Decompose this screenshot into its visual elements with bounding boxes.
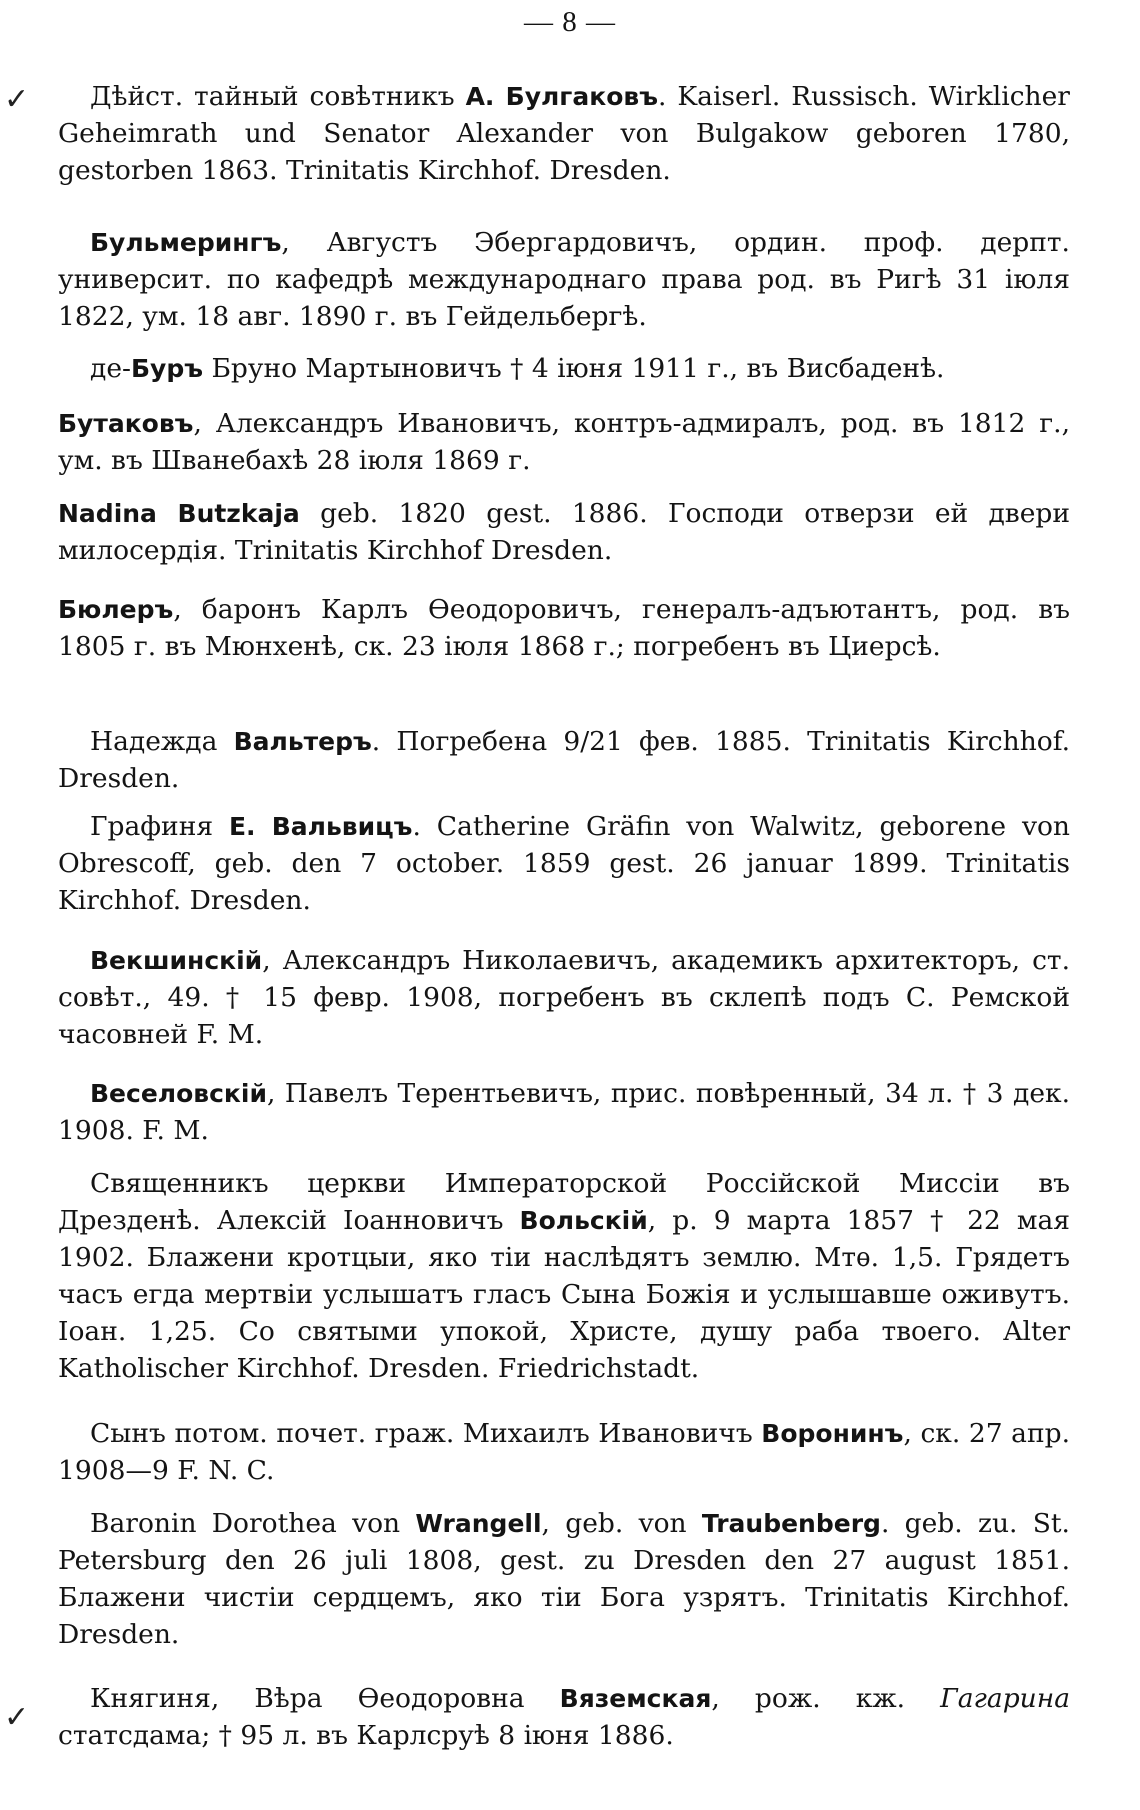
entry-veselovsky (58, 1075, 1070, 1149)
entry-surname: Вальтеръ (233, 727, 372, 756)
entry-surname: Векшинскій (90, 946, 263, 975)
page-number: — 8 — (524, 6, 616, 38)
margin-check-mark: ✓ (4, 82, 30, 117)
entry-bur (58, 350, 1070, 387)
entry-surname: Nadina Butzkaja (58, 499, 300, 528)
entry-surname: Вяземская (559, 1684, 712, 1713)
entry-surname: Веселовскій (90, 1079, 267, 1108)
entry-text: статсдама; † 95 л. въ Карлсруѣ 8 іюня 1886. (58, 1720, 674, 1751)
entry-text: . geb. zu. St. Petersburg den 26 juli 1808, gest. zu Dresden den 27 august 1851. Блажени чистіи сердцемъ, яко тіи Бога узрятъ. Trinitatis Kirchhof. Dresden. (58, 1508, 1070, 1650)
entry-surname: Traubenberg (701, 1509, 881, 1538)
entry-surname: Бюлеръ (58, 595, 174, 624)
entry-text: geb. 1820 gest. 1886. Господи отверзи ей двери милосердія. Trinitatis Kirchhof Dresden. (58, 498, 1071, 566)
entry-vekshinsky (58, 942, 1070, 1053)
entry-text: , Августъ Эбергардовичъ, ордин. проф. дерпт. университ. по кафедрѣ международнаго права род. въ Ригѣ 31 іюля 1822, ум. 18 авг. 1890 г. въ Гейдельбергѣ. (58, 227, 1070, 332)
entry-surname: Воронинъ (761, 1419, 904, 1448)
entry-surname: А. Булгаковъ (465, 82, 658, 111)
entry-text: , Александръ Ивановичъ, контръ-адмиралъ, род. въ 1812 г., ум. въ Шванебахѣ 28 іюля 1869 г. (58, 408, 1070, 476)
entry-butzkaja (58, 495, 1070, 569)
entry-text: . Catherine Gräfin von Walwitz, geborene von Obrescoff, geb. den 7 october. 1859 gest. 26 januar 1899. Trinitatis Kirchhof. Dresden. (58, 811, 1070, 916)
entry-text: , Павелъ Терентьевичъ, прис. повѣренный, 34 л. † 3 дек. 1908. F. M. (58, 1078, 1070, 1146)
entry-text: , ск. 27 апр. 1908—9 F. N. C. (58, 1418, 1071, 1486)
entry-walter (58, 723, 1070, 797)
entry-text: де- (90, 353, 131, 384)
entry-surname: Бутаковъ (58, 409, 194, 438)
entry-text: Священникъ церкви Императорской Россійской Миссіи въ Дрезденѣ. Алексій Іоанновичъ (58, 1168, 1070, 1236)
entry-text: Сынъ потом. почет. граж. Михаилъ Ивановичъ (90, 1418, 762, 1449)
entry-walwitz (58, 808, 1070, 919)
entry-surname: Вольскій (519, 1206, 648, 1235)
entry-wrangell (58, 1505, 1070, 1653)
entry-surname: Буръ (130, 354, 204, 383)
entry-butakov (58, 405, 1070, 479)
entry-surname: Е. Вальвицъ (228, 812, 413, 841)
entry-buler (58, 591, 1070, 665)
entry-text: Княгиня, Вѣра Ѳеодоровна (90, 1683, 560, 1714)
entry-text: Baronin Dorothea von (90, 1508, 416, 1539)
entry-surname: Wrangell (415, 1509, 542, 1538)
entry-text: Бруно Мартыновичъ † 4 іюня 1911 г., въ Висбаденѣ. (203, 353, 945, 384)
entry-text: Графиня (90, 811, 229, 842)
entry-text: Дѣйст. тайный совѣтникъ (90, 81, 466, 112)
entry-voronin (58, 1415, 1070, 1489)
entry-surname: Бульмерингъ (90, 228, 282, 257)
entry-text: , рож. кж. (711, 1683, 941, 1714)
entry-volsky (58, 1165, 1070, 1387)
margin-check-mark: ✓ (4, 1700, 30, 1735)
entry-text: , р. 9 марта 1857 † 22 мая 1902. Блажени кротцыи, яко тіи наслѣдятъ землю. Мтѳ. 1,5. Грядетъ часъ егда мертвіи услышатъ гласъ Сына Божія и услышавше оживутъ. Іоан. 1,25. Со святыми упокой, Христе, душу раба твоего. Alter Katholischer Kirchhof. Dresden. Friedrichstadt. (58, 1205, 1070, 1384)
entry-text: , Александръ Николаевичъ, академикъ архитекторъ, ст. совѣт., 49. † 15 февр. 1908, погребенъ въ склепѣ подъ С. Ремской часовней F. M. (58, 945, 1070, 1050)
entry-text: Надежда (90, 726, 234, 757)
entry-italic-text: Гагарина (940, 1683, 1070, 1714)
entry-bulmering (58, 224, 1070, 335)
entry-text: . Kaiserl. Russisch. Wirklicher Geheimrath und Senator Alexander von Bulgakow geboren 1780, gestorben 1863. Trinitatis Kirchhof. Dresden. (58, 81, 1070, 186)
entry-bulgakov (58, 78, 1070, 189)
entry-vyazemskaya (58, 1680, 1070, 1754)
entry-text: . Погребена 9/21 фев. 1885. Trinitatis Kirchhof. Dresden. (58, 726, 1070, 794)
entry-text: , баронъ Карлъ Ѳеодоровичъ, генералъ-адъютантъ, род. въ 1805 г. въ Мюнхенѣ, ск. 23 іюля 1868 г.; погребенъ въ Циерсѣ. (58, 594, 1070, 662)
entry-text: , geb. von (541, 1508, 702, 1539)
